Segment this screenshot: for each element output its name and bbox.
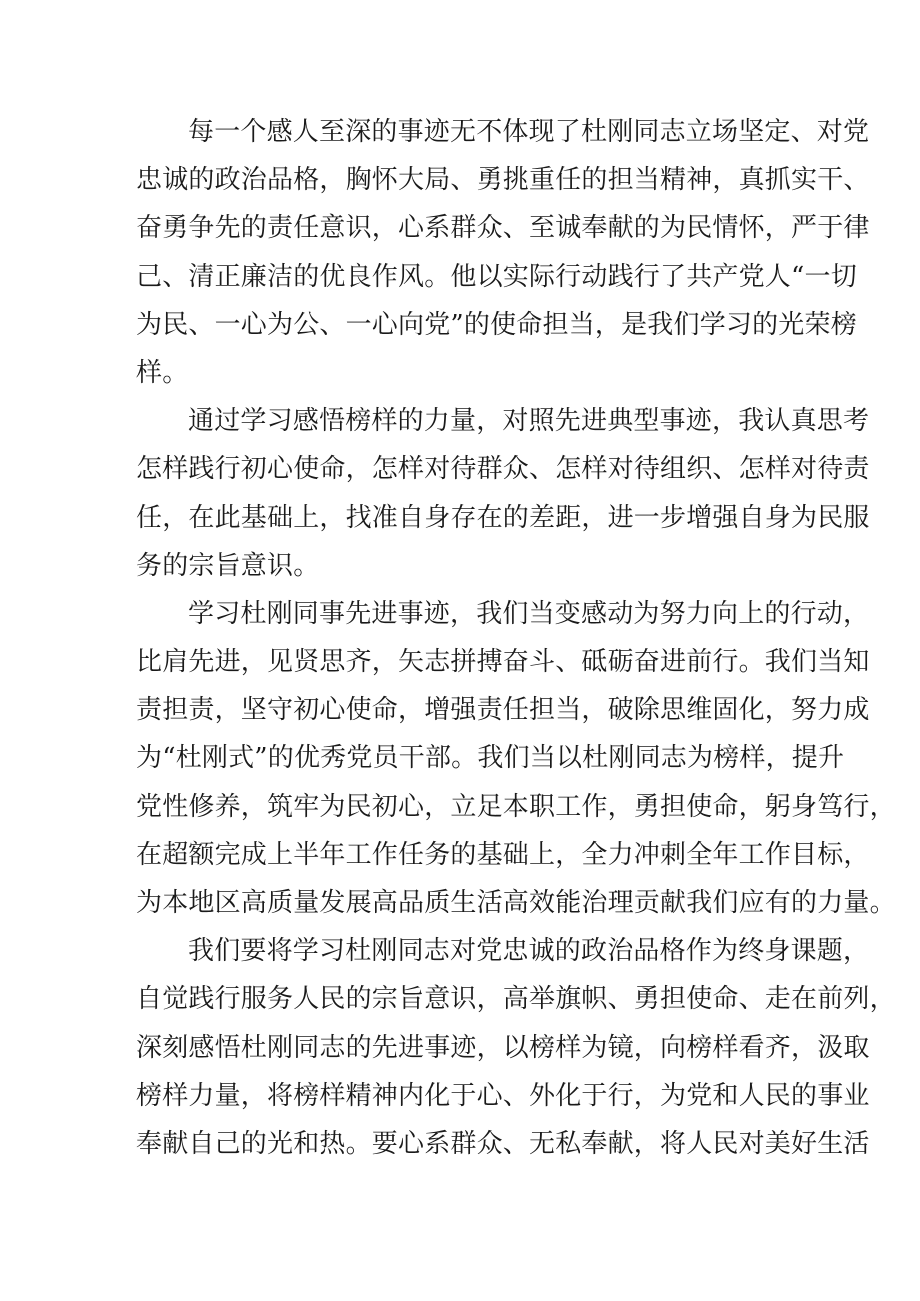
text-line: 样。	[136, 357, 189, 388]
text-line: 为民、一心为公、一心向党”的使命担当，是我们学习的光荣榜	[136, 309, 857, 340]
text-line: 任，在此基础上，找准自身存在的差距，进一步增强自身为民服	[136, 502, 870, 533]
paragraph-3	[136, 590, 896, 927]
text-line: 学习杜刚同事先进事迹，我们当变感动为努力向上的行动，	[188, 598, 870, 629]
paragraph-1	[136, 108, 870, 397]
text-line: 党性修养，筑牢为民初心，立足本职工作，勇担使命，躬身笃行，	[136, 791, 896, 822]
text-line: 为本地区高质量发展高品质生活高效能治理贡献我们应有的力量。	[136, 888, 896, 918]
text-line: 每一个感人至深的事迹无不体现了杜刚同志立场坚定、对党	[188, 117, 870, 147]
text-line: 奉献自己的光和热。要心系群众、无私奉献，将人民对美好生活	[136, 1128, 870, 1159]
text-line: 忠诚的政治品格，胸怀大局、勇挑重任的担当精神，真抓实干、	[136, 165, 870, 196]
paragraph-2	[136, 397, 870, 590]
text-line: 比肩先进，见贤思齐，矢志拼搏奋斗、砥砺奋进前行。我们当知	[136, 647, 870, 678]
text-line: 己、清正廉洁的优良作风。他以实际行动践行了共产党人“一切	[136, 261, 857, 292]
text-line: 务的宗旨意识。	[136, 550, 320, 581]
text-line: 在超额完成上半年工作任务的基础上，全力冲刺全年工作目标，	[136, 839, 870, 870]
text-line: 榜样力量，将榜样精神内化于心、外化于行，为党和人民的事业	[136, 1080, 870, 1111]
text-line: 深刻感悟杜刚同志的先进事迹，以榜样为镜，向榜样看齐，汲取	[136, 1032, 870, 1063]
paragraph-4	[136, 927, 896, 1168]
text-line: 自觉践行服务人民的宗旨意识，高举旗帜、勇担使命、走在前列，	[136, 984, 896, 1015]
text-line: 怎样践行初心使命，怎样对待群众、怎样对待组织、怎样对待责	[136, 454, 870, 485]
text-line: 责担责，坚守初心使命，增强责任担当，破除思维固化，努力成	[136, 695, 870, 726]
text-line: 奋勇争先的责任意识，心系群众、至诚奉献的为民情怀，严于律	[136, 213, 870, 244]
text-line: 我们要将学习杜刚同志对党忠诚的政治品格作为终身课题，	[188, 936, 870, 967]
text-line: 为“杜刚式”的优秀党员干部。我们当以杜刚同志为榜样，提升	[136, 743, 845, 774]
body-text	[136, 108, 896, 1168]
text-line: 通过学习感悟榜样的力量，对照先进典型事迹，我认真思考	[188, 406, 870, 437]
